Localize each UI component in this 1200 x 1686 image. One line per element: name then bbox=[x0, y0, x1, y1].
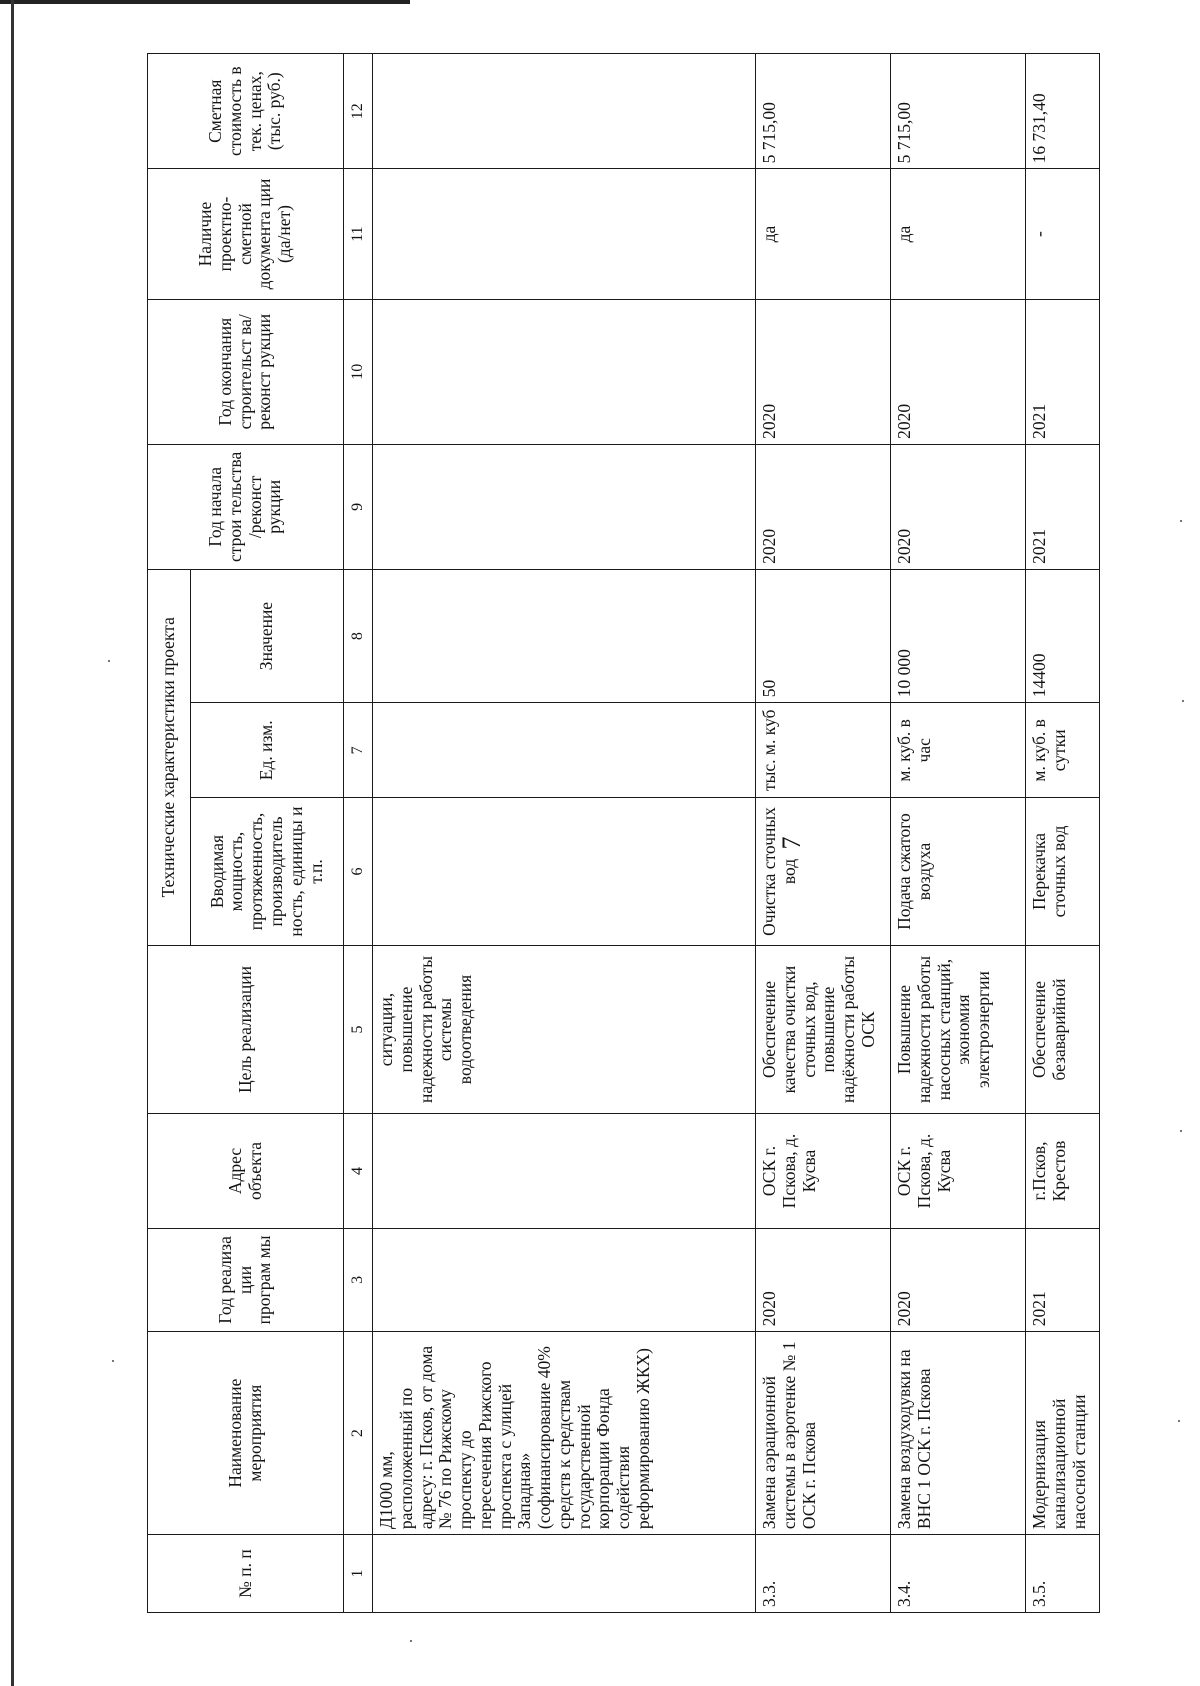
cell-goal: Повышение надежности работы насосных станций, экономия электроэнергии bbox=[891, 945, 1026, 1114]
scan-speck bbox=[1180, 520, 1182, 522]
cell-address: ОСК г. Пскова, д. Кусва bbox=[756, 1114, 891, 1228]
scan-edge-top bbox=[0, 0, 410, 4]
cell-year bbox=[373, 1228, 756, 1332]
cell-cost: 5 715,00 bbox=[756, 54, 891, 169]
header-row-1 bbox=[148, 54, 191, 1613]
column-number: 5 bbox=[344, 945, 373, 1114]
cell-num bbox=[373, 1535, 756, 1613]
cell-num: 3.5. bbox=[1026, 1535, 1100, 1613]
page-number: 7 bbox=[777, 836, 806, 850]
header-tech-group: Технические характеристики проекта bbox=[148, 569, 191, 945]
table-row bbox=[756, 54, 891, 1613]
cell-cost: 5 715,00 bbox=[891, 54, 1026, 169]
header-value: Значение bbox=[191, 569, 344, 702]
table-row bbox=[373, 54, 756, 1613]
cell-capacity: Очистка сточных вод bbox=[756, 798, 891, 945]
cell-capacity: Подача сжатого воздуха bbox=[891, 798, 1026, 945]
column-number: 8 bbox=[344, 569, 373, 702]
column-number-row bbox=[344, 54, 373, 1613]
header-start-year: Год начала строи тельства /реконст рукции bbox=[148, 444, 344, 569]
cell-docs bbox=[373, 169, 756, 299]
scan-speck bbox=[108, 660, 110, 662]
column-number: 12 bbox=[344, 54, 373, 169]
cell-goal: Обеспечение безаварийной bbox=[1026, 945, 1100, 1114]
cell-name: Д1000 мм, расположенный по адресу: г. Псков, от дома № 76 по Рижскому проспекту до пересечения Рижского проспекта с улицей Западная» (софинансирование 40% средств к средствам государственной корпорации Фонда содействия реформированию ЖКХ) bbox=[373, 1332, 756, 1535]
column-number: 4 bbox=[344, 1114, 373, 1228]
cell-cost bbox=[373, 54, 756, 169]
column-number: 3 bbox=[344, 1228, 373, 1332]
cell-docs: - bbox=[1026, 169, 1100, 299]
scan-speck bbox=[1178, 1420, 1180, 1422]
cell-start bbox=[373, 444, 756, 569]
header-year-program: Год реализа ции програм мы bbox=[148, 1228, 344, 1332]
cell-name: Замена аэрационной системы в аэротенке № 1 ОСК г. Пскова bbox=[756, 1332, 891, 1535]
cell-capacity bbox=[373, 798, 756, 945]
cell-address bbox=[373, 1114, 756, 1228]
cell-value bbox=[373, 569, 756, 702]
cell-end: 2020 bbox=[756, 299, 891, 444]
cell-end: 2021 bbox=[1026, 299, 1100, 444]
header-num: № п. п bbox=[148, 1535, 344, 1613]
column-number: 9 bbox=[344, 444, 373, 569]
cell-value: 14400 bbox=[1026, 569, 1100, 702]
cell-unit: тыс. м. куб bbox=[756, 703, 891, 798]
cell-num: 3.4. bbox=[891, 1535, 1026, 1613]
scan-speck bbox=[410, 1640, 412, 1642]
cell-cost: 16 731,40 bbox=[1026, 54, 1100, 169]
scan-speck bbox=[112, 1360, 114, 1362]
table-row bbox=[1026, 54, 1100, 1613]
rotated-table-container bbox=[147, 53, 1194, 1613]
cell-docs: да bbox=[756, 169, 891, 299]
column-number: 10 bbox=[344, 299, 373, 444]
cell-name: Замена воздуходувки на ВНС 1 ОСК г. Пскова bbox=[891, 1332, 1026, 1535]
column-number: 7 bbox=[344, 703, 373, 798]
header-capacity: Вводимая мощность, протяженность, производитель ность, единицы и т.п. bbox=[191, 798, 344, 945]
cell-value: 50 bbox=[756, 569, 891, 702]
cell-name: Модернизация канализационной насосной станции bbox=[1026, 1332, 1100, 1535]
column-number: 6 bbox=[344, 798, 373, 945]
cell-unit: м. куб. в сутки bbox=[1026, 703, 1100, 798]
cell-start: 2021 bbox=[1026, 444, 1100, 569]
scan-edge-left bbox=[11, 0, 14, 1686]
scan-speck bbox=[1182, 700, 1184, 702]
cell-start: 2020 bbox=[756, 444, 891, 569]
cell-year: 2021 bbox=[1026, 1228, 1100, 1332]
cell-address: ОСК г. Пскова, д. Кусва bbox=[891, 1114, 1026, 1228]
cell-start: 2020 bbox=[891, 444, 1026, 569]
cell-year: 2020 bbox=[756, 1228, 891, 1332]
column-number: 2 bbox=[344, 1332, 373, 1535]
cell-goal: ситуации, повышение надежности работы системы водоотведения bbox=[373, 945, 756, 1114]
header-name: Наименование мероприятия bbox=[148, 1332, 344, 1535]
cell-end: 2020 bbox=[891, 299, 1026, 444]
cell-year: 2020 bbox=[891, 1228, 1026, 1332]
cell-unit: м. куб. в час bbox=[891, 703, 1026, 798]
cell-unit bbox=[373, 703, 756, 798]
header-unit: Ед. изм. bbox=[191, 703, 344, 798]
cell-address: г.Псков, Крестов bbox=[1026, 1114, 1100, 1228]
scan-speck bbox=[1180, 1130, 1182, 1132]
cell-goal: Обеспечение качества очистки сточных вод, повышение надёжности работы ОСК bbox=[756, 945, 891, 1114]
cell-capacity: Перекачка сточных вод bbox=[1026, 798, 1100, 945]
header-end-year: Год окончания строительст ва/реконст рукции bbox=[148, 299, 344, 444]
header-goal: Цель реализации bbox=[148, 945, 344, 1114]
investment-program-table bbox=[147, 53, 1100, 1613]
header-address: Адрес объекта bbox=[148, 1114, 344, 1228]
cell-end bbox=[373, 299, 756, 444]
column-number: 11 bbox=[344, 169, 373, 299]
header-cost: Сметная стоимость в тек. ценах, (тыс. руб.) bbox=[148, 54, 344, 169]
cell-value: 10 000 bbox=[891, 569, 1026, 702]
table-row bbox=[891, 54, 1026, 1613]
column-number: 1 bbox=[344, 1535, 373, 1613]
header-docs: Наличие проектно- сметной документа ции (да/нет) bbox=[148, 169, 344, 299]
cell-docs: да bbox=[891, 169, 1026, 299]
cell-num: 3.3. bbox=[756, 1535, 891, 1613]
